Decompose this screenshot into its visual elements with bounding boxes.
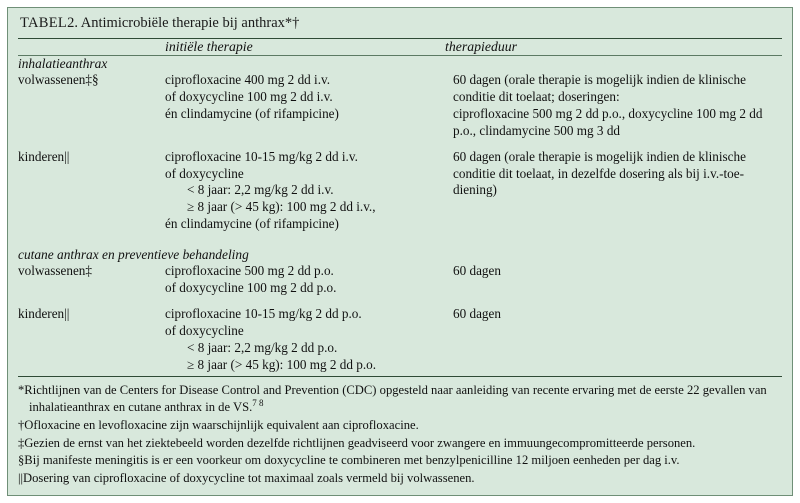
- duration-line: conditie dit toelaat; doseringen:: [453, 89, 620, 105]
- therapy-table-body: [18, 56, 782, 373]
- therapy-line: én clindamycine (of rifampicine): [165, 216, 339, 232]
- table-row: [18, 263, 782, 297]
- row-spacer: [18, 140, 782, 149]
- row-duration: [449, 149, 782, 233]
- section-title-row: [18, 247, 782, 263]
- row-duration: [449, 306, 782, 374]
- footnote-item: [18, 470, 782, 486]
- row-group-label: kinderen||: [18, 148, 70, 164]
- footnote-item: [18, 417, 782, 433]
- table-caption: [18, 8, 782, 38]
- row-group-label: volwassenen‡: [18, 263, 92, 279]
- duration-line: diening): [453, 182, 497, 198]
- section-title-row: [18, 56, 782, 72]
- header-cell-duration: therapieduur: [445, 39, 518, 55]
- table-inner: [8, 8, 792, 495]
- header-cell-initial-therapy: initiële therapie: [165, 39, 253, 55]
- row-duration: [449, 72, 782, 140]
- table-row: [18, 149, 782, 233]
- row-duration: [449, 263, 782, 297]
- therapy-line: ciprofloxacine 400 mg 2 dd i.v.: [165, 72, 331, 88]
- therapy-subline: ≥ 8 jaar (> 45 kg): 100 mg 2 dd p.o.: [187, 356, 377, 372]
- therapy-subline: ≥ 8 jaar (> 45 kg): 100 mg 2 dd i.v.,: [187, 199, 376, 215]
- footnote-text: †Ofloxacine en levofloxacine zijn waarschijnlijk equivalent aan ciprofloxacine.: [18, 417, 419, 432]
- section-title-inhalatieanthrax: inhalatieanthrax: [18, 56, 108, 72]
- therapy-line: of doxycycline: [165, 165, 244, 181]
- therapy-line: of doxycycline 100 mg 2 dd p.o.: [165, 280, 337, 296]
- footnote-text: §Bij manifeste meningitis is er een voorkeur om doxycycline te combineren met benzylpenicilline 12 miljoen eenheden per dag i.v.: [18, 453, 680, 468]
- footnotes: [18, 377, 782, 486]
- row-group-label: volwassenen‡§: [18, 72, 99, 88]
- table-container: [7, 7, 793, 496]
- therapy-line: én clindamycine (of rifampicine): [165, 105, 339, 121]
- table-header-row: [18, 39, 782, 55]
- row-spacer: [18, 233, 782, 247]
- row-group-label: kinderen||: [18, 305, 70, 321]
- duration-line: ciprofloxacine 500 mg 2 dd p.o., doxycycline 100 mg 2 dd: [453, 105, 763, 121]
- therapy-table: [18, 39, 782, 55]
- duration-line: p.o., clindamycine 500 mg 3 dd: [453, 122, 621, 138]
- duration-line: 60 dagen: [453, 305, 501, 321]
- row-initial-therapy: [161, 263, 449, 297]
- row-initial-therapy: [161, 306, 449, 374]
- duration-line: 60 dagen: [453, 263, 501, 279]
- duration-line: 60 dagen (orale therapie is mogelijk indien de klinische: [453, 72, 746, 88]
- footnote-item: [18, 382, 782, 415]
- footnote-text: *Richtlijnen van de Centers for Disease Control and Prevention (CDC) opgesteld naar aanleiding van recente ervaring met de eerste 22 gevallen van inhalatieanthrax en cutane anthrax in de VS.: [18, 383, 767, 414]
- therapy-subline: < 8 jaar: 2,2 mg/kg 2 dd p.o.: [187, 339, 338, 355]
- row-spacer: [18, 297, 782, 306]
- row-initial-therapy: [161, 72, 449, 140]
- duration-line: 60 dagen (orale therapie is mogelijk indien de klinische: [453, 148, 746, 164]
- table-row: [18, 306, 782, 374]
- therapy-line: ciprofloxacine 10-15 mg/kg 2 dd i.v.: [165, 148, 358, 164]
- therapy-line: of doxycycline 100 mg 2 dd i.v.: [165, 89, 333, 105]
- row-initial-therapy: [161, 149, 449, 233]
- footnote-reference: 7 8: [252, 397, 264, 408]
- footnote-item: [18, 452, 782, 468]
- therapy-line: of doxycycline: [165, 322, 244, 338]
- therapy-line: ciprofloxacine 10-15 mg/kg 2 dd p.o.: [165, 305, 362, 321]
- footnote-text: ||Dosering van ciprofloxacine of doxycycline tot maximaal zoals vermeld bij volwassenen.: [18, 471, 475, 486]
- therapy-subline: < 8 jaar: 2,2 mg/kg 2 dd i.v.: [187, 182, 334, 198]
- therapy-line: ciprofloxacine 500 mg 2 dd p.o.: [165, 263, 334, 279]
- table-caption-text: 2. Antimicrobiële therapie bij anthrax*†: [67, 15, 300, 31]
- header-cell-blank: [18, 39, 161, 55]
- footnote-text: ‡Gezien de ernst van het ziektebeeld worden dezelfde richtlijnen geadviseerd voor zwangere en immuungecompromitteerde personen.: [18, 435, 696, 450]
- section-title-cutane-anthrax: cutane anthrax en preventieve behandeling: [18, 247, 249, 263]
- footnote-item: [18, 435, 782, 451]
- duration-line: conditie dit toelaat, in dezelfde dosering als bij i.v.-toe-: [453, 165, 745, 181]
- table-row: [18, 72, 782, 140]
- table-label: TABEL: [20, 15, 68, 31]
